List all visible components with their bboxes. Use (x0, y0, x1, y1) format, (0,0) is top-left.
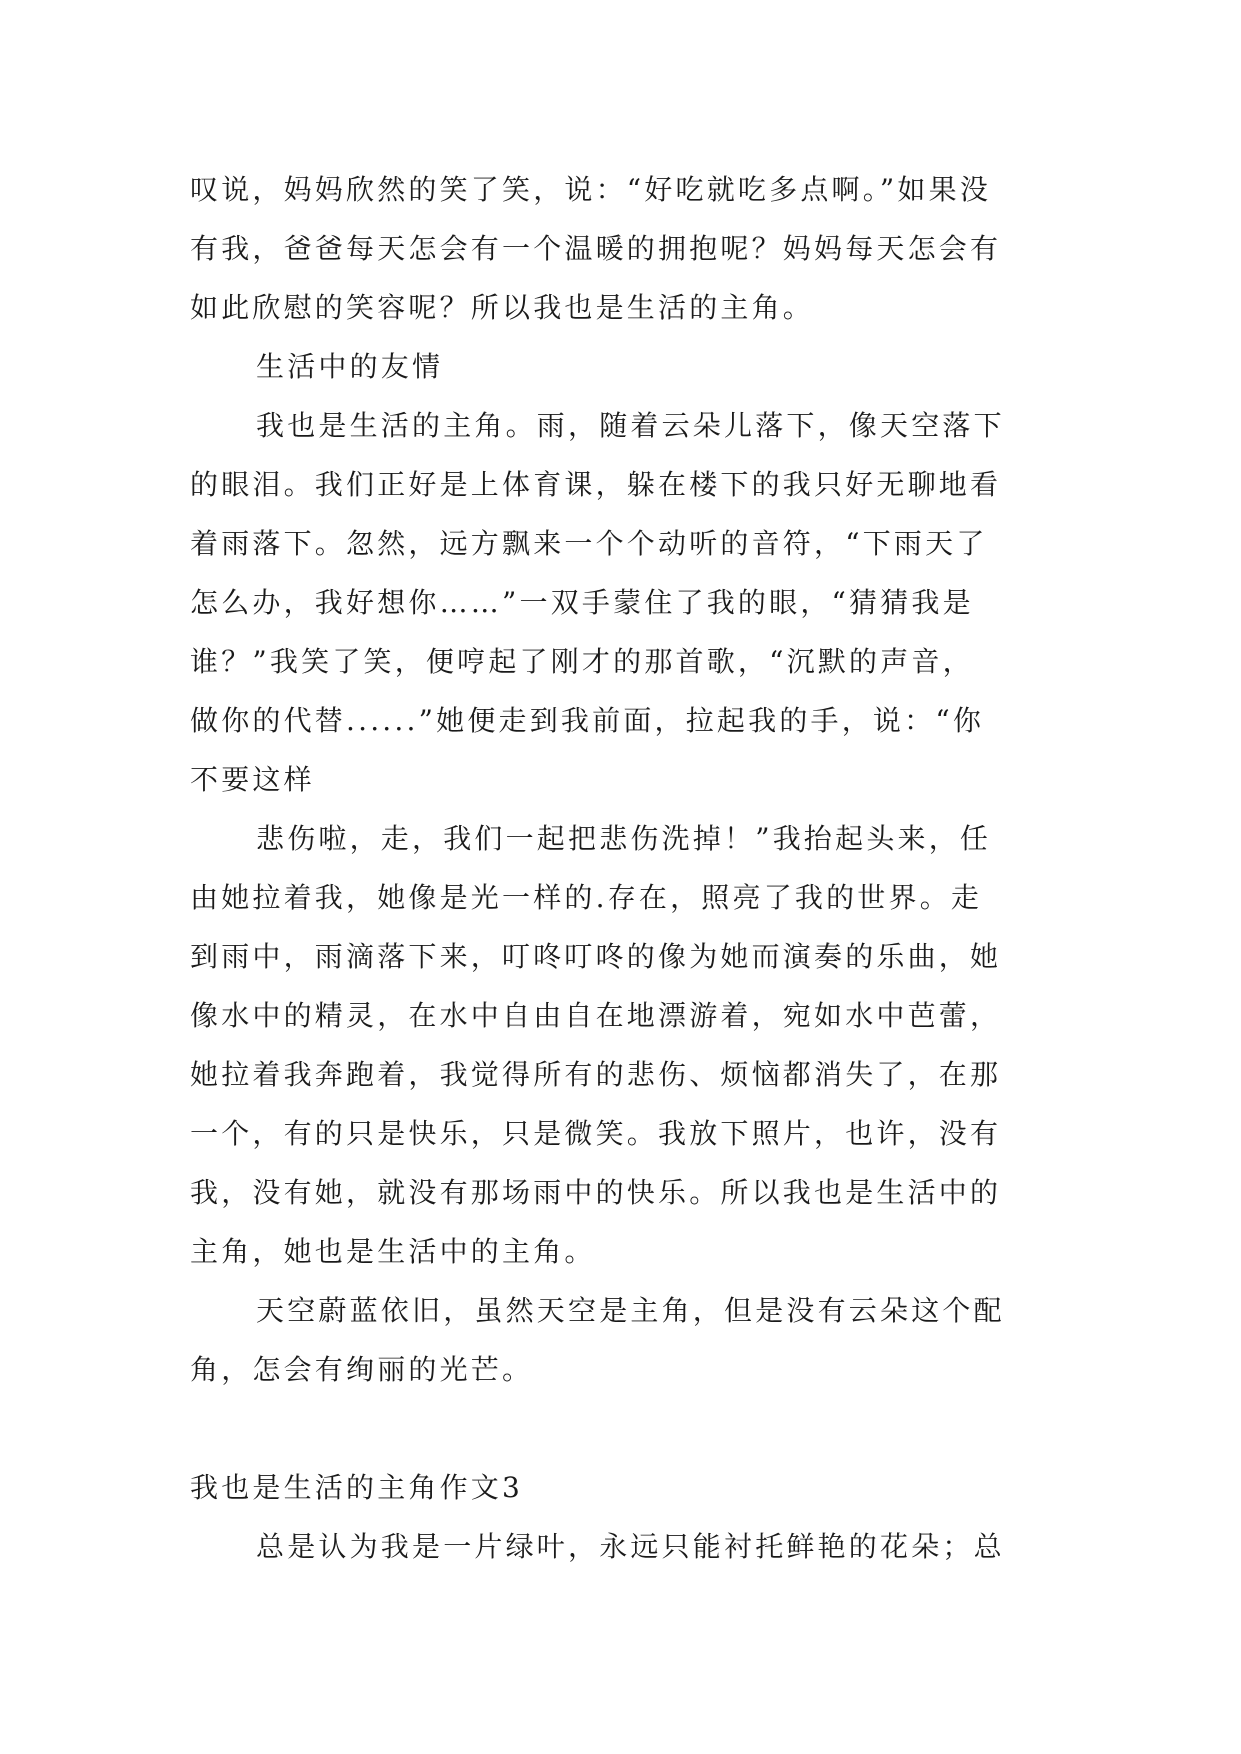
text-line: 如此欣慰的笑容呢？所以我也是生活的主角。 (190, 291, 815, 324)
section-gap (190, 1399, 1060, 1458)
text-line: 我，没有她，就没有那场雨中的快乐。所以我也是生活中的 (190, 1176, 1002, 1209)
text-line: 一个，有的只是快乐，只是微笑。我放下照片，也许，没有 (190, 1117, 1002, 1150)
text-line: 角，怎会有绚丽的光芒。 (190, 1353, 534, 1386)
article-title: 我也是生活的主角作文3 (190, 1471, 524, 1504)
text-line: 做你的代替......”她便走到我前面，拉起我的手，说：“你 (190, 704, 985, 737)
text-line: 怎么办，我好想你……”一双手蒙住了我的眼，“猜猜我是 (190, 586, 974, 619)
text-line: 谁？”我笑了笑，便哼起了刚才的那首歌，“沉默的声音， (190, 645, 974, 678)
paragraph-start-line: 天空蔚蓝依旧，虽然天空是主角，但是没有云朵这个配 (256, 1294, 1005, 1327)
text-line: 她拉着我奔跑着，我觉得所有的悲伤、烦恼都消失了，在那 (190, 1058, 1002, 1091)
text-line: 的眼泪。我们正好是上体育课，躲在楼下的我只好无聊地看 (190, 468, 1002, 501)
paragraph-start-line: 总是认为我是一片绿叶，永远只能衬托鲜艳的花朵；总 (256, 1530, 1005, 1563)
text-line: 叹说，妈妈欣然的笑了笑，说：“好吃就吃多点啊。”如果没 (190, 173, 992, 206)
paragraph-start-line: 悲伤啦，走，我们一起把悲伤洗掉！”我抬起头来，任 (256, 822, 992, 855)
text-line: 有我，爸爸每天怎会有一个温暖的拥抱呢？妈妈每天怎会有 (190, 232, 1002, 265)
text-line: 主角，她也是生活中的主角。 (190, 1235, 596, 1268)
text-line: 不要这样 (190, 763, 315, 796)
section-subheading: 生活中的友情 (256, 350, 444, 383)
paragraph-start-line: 我也是生活的主角。雨，随着云朵儿落下，像天空落下 (256, 409, 1005, 442)
text-line: 由她拉着我，她像是光一样的.存在，照亮了我的世界。走 (190, 881, 983, 914)
text-line: 到雨中，雨滴落下来，叮咚叮咚的像为她而演奏的乐曲，她 (190, 940, 1002, 973)
text-line: 像水中的精灵，在水中自由自在地漂游着，宛如水中芭蕾， (190, 999, 1002, 1032)
text-line: 着雨落下。忽然，远方飘来一个个动听的音符，“下雨天了 (190, 527, 988, 560)
document-body (190, 160, 1060, 1576)
